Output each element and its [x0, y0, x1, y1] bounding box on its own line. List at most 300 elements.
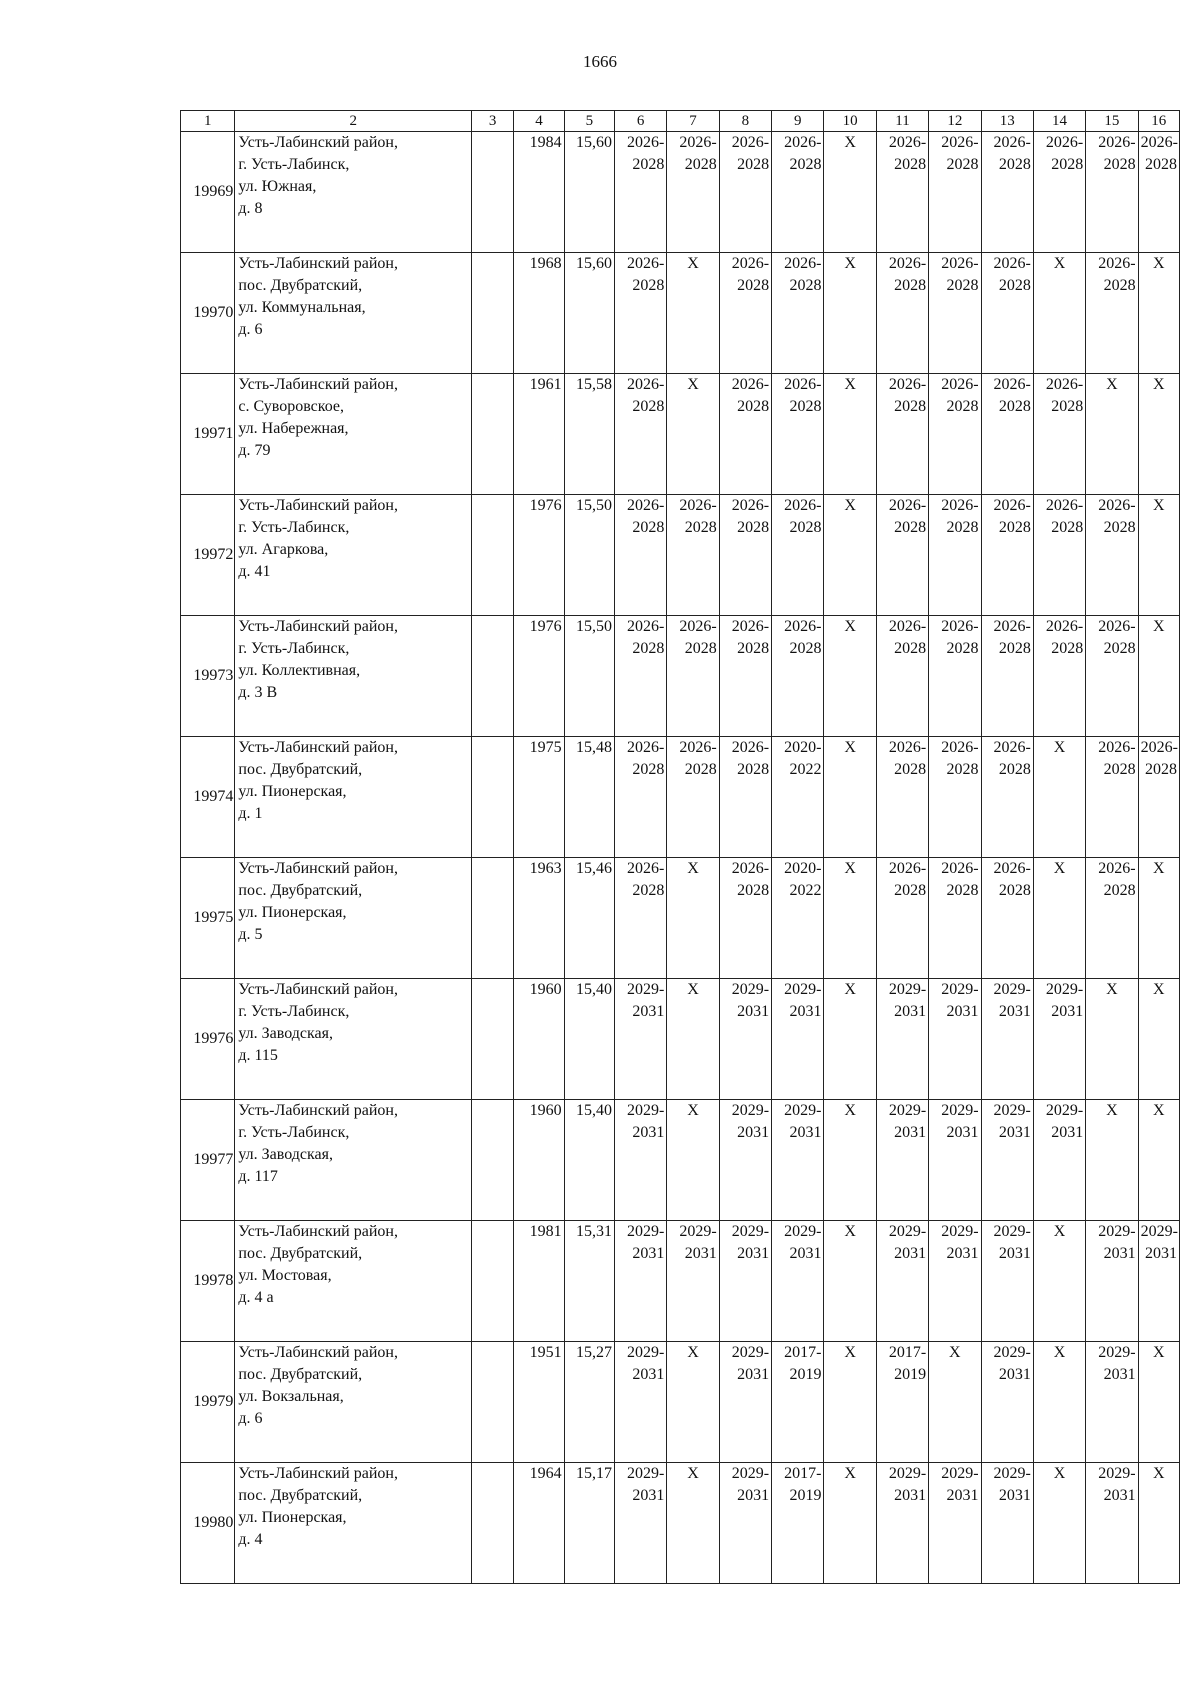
period-part: 2026-: [627, 376, 665, 393]
period-part: 2029-: [941, 1102, 979, 1119]
address-cell: [235, 1100, 472, 1221]
address-line: ул. Пионерская,: [238, 1509, 347, 1526]
period-part: 2028: [684, 761, 717, 778]
period-part: 2026-: [784, 618, 822, 635]
period-part: 2031: [998, 1487, 1031, 1504]
address-cell: [235, 1221, 472, 1342]
period-part: 2028: [946, 277, 979, 294]
column-3-cell: [472, 616, 514, 737]
address-line: д. 117: [238, 1168, 278, 1185]
period-part: 2029-: [941, 981, 979, 998]
period-part: 2028: [737, 882, 770, 899]
period-part: 2026-: [627, 860, 665, 877]
period-part: 2026-: [627, 739, 665, 756]
row-number: 19976: [181, 979, 235, 1100]
value-cell: 15,48: [564, 737, 614, 858]
period-cell-col-7: [667, 737, 719, 858]
period-part: 2028: [894, 640, 927, 657]
year-cell: 1981: [514, 1221, 564, 1342]
value-cell: 15,60: [564, 132, 614, 253]
column-3-cell: [472, 1100, 514, 1221]
period-part: 2031: [998, 1124, 1031, 1141]
column-header-2: 2: [235, 111, 472, 132]
period-cell-col-7: [667, 858, 719, 979]
row-number: 19980: [181, 1463, 235, 1584]
period-part: 2028: [946, 882, 979, 899]
address-line: пос. Двубратский,: [238, 277, 363, 294]
address-line: пос. Двубратский,: [238, 1366, 363, 1383]
period-part: 2031: [998, 1366, 1031, 1383]
table-row: [181, 616, 1180, 737]
year-cell: 1968: [514, 253, 564, 374]
not-applicable-mark: X: [1153, 255, 1165, 272]
period-cell-col-7: [667, 1463, 719, 1584]
period-part: 2029-: [1098, 1344, 1136, 1361]
column-header-12: 12: [929, 111, 981, 132]
period-cell-col-7: [667, 1342, 719, 1463]
period-cell-col-16: [1138, 374, 1179, 495]
period-part: 2031: [632, 1124, 665, 1141]
period-part: 2026-: [1098, 497, 1136, 514]
period-part: 2029-: [888, 1102, 927, 1119]
period-part: 2029-: [888, 1465, 927, 1482]
period-part: 2029-: [993, 1102, 1031, 1119]
not-applicable-mark: X: [687, 255, 699, 272]
period-part: 2028: [998, 156, 1031, 173]
period-cell-col-11: [876, 737, 928, 858]
column-header-7: 7: [667, 111, 719, 132]
not-applicable-mark: X: [1053, 739, 1066, 756]
period-part: 2026-: [731, 618, 770, 635]
period-part: 2028: [998, 640, 1031, 657]
address-line: ул. Агаркова,: [238, 541, 329, 558]
period-cell-col-6: [615, 495, 667, 616]
period-cell-col-8: [719, 1342, 771, 1463]
period-part: 2028: [894, 156, 927, 173]
not-applicable-mark: X: [1053, 255, 1066, 272]
address-line: г. Усть-Лабинск,: [238, 156, 350, 173]
address-line: Усть-Лабинский район,: [238, 255, 398, 272]
period-part: 2026-: [888, 739, 927, 756]
period-cell-col-16: [1138, 1342, 1179, 1463]
period-part: 2028: [1103, 882, 1136, 899]
period-cell-col-13: [981, 858, 1033, 979]
address-line: д. 1: [238, 805, 263, 822]
address-line: г. Усть-Лабинск,: [238, 1124, 350, 1141]
period-part: 2026-: [1045, 134, 1084, 151]
period-cell-col-14: [1033, 1342, 1085, 1463]
period-cell-col-13: [981, 616, 1033, 737]
year-cell: 1984: [514, 132, 564, 253]
table-row: [181, 737, 1180, 858]
period-part: 2029-: [993, 1344, 1031, 1361]
row-number: 19979: [181, 1342, 235, 1463]
period-part: 2029-: [784, 981, 822, 998]
period-cell-col-10: [824, 858, 876, 979]
period-part: 2029-: [1098, 1465, 1136, 1482]
value-cell: 15,46: [564, 858, 614, 979]
period-part: 2028: [737, 640, 770, 657]
column-3-cell: [472, 253, 514, 374]
period-cell-col-11: [876, 1463, 928, 1584]
period-part: 2028: [789, 156, 822, 173]
period-part: 2026-: [941, 497, 979, 514]
period-part: 2031: [1103, 1487, 1136, 1504]
period-cell-col-15: [1086, 616, 1138, 737]
period-part: 2026-: [679, 739, 717, 756]
not-applicable-mark: X: [1153, 981, 1165, 998]
period-part: 2031: [789, 1124, 822, 1141]
value-cell: 15,31: [564, 1221, 614, 1342]
header-row: [181, 111, 1180, 132]
address-line: д. 8: [238, 200, 263, 217]
period-part: 2028: [632, 519, 665, 536]
address-line: Усть-Лабинский район,: [238, 981, 398, 998]
period-cell-col-10: [824, 616, 876, 737]
period-part: 2019: [789, 1487, 822, 1504]
period-cell-col-15: [1086, 858, 1138, 979]
period-part: 2028: [894, 398, 927, 415]
address-cell: [235, 1463, 472, 1584]
period-cell-col-12: [929, 737, 981, 858]
period-cell-col-13: [981, 979, 1033, 1100]
period-part: 2031: [632, 1003, 665, 1020]
address-line: Усть-Лабинский район,: [238, 618, 398, 635]
period-cell-col-9: [772, 616, 824, 737]
not-applicable-mark: X: [844, 376, 856, 393]
value-cell: 15,40: [564, 979, 614, 1100]
period-cell-col-8: [719, 858, 771, 979]
period-part: 2031: [894, 1003, 927, 1020]
period-part: 2028: [737, 156, 770, 173]
period-part: 2028: [1103, 519, 1136, 536]
period-cell-col-7: [667, 132, 719, 253]
period-part: 2026-: [941, 376, 979, 393]
period-cell-col-16: [1138, 1221, 1179, 1342]
period-cell-col-10: [824, 1221, 876, 1342]
period-part: 2031: [894, 1245, 927, 1262]
period-part: 2026-: [941, 739, 979, 756]
period-cell-col-15: [1086, 495, 1138, 616]
period-cell-col-16: [1138, 495, 1179, 616]
period-cell-col-9: [772, 132, 824, 253]
period-cell-col-15: [1086, 132, 1138, 253]
period-part: 2031: [632, 1366, 665, 1383]
period-cell-col-16: [1138, 1100, 1179, 1221]
period-cell-col-15: [1086, 253, 1138, 374]
address-line: ул. Набережная,: [238, 420, 349, 437]
period-part: 2031: [684, 1245, 717, 1262]
period-part: 2028: [1051, 398, 1084, 415]
address-line: д. 6: [238, 321, 263, 338]
address-line: д. 4 а: [238, 1289, 274, 1306]
period-cell-col-14: [1033, 616, 1085, 737]
address-line: ул. Пионерская,: [238, 904, 347, 921]
not-applicable-mark: X: [1153, 497, 1165, 514]
column-header-16: 16: [1138, 111, 1179, 132]
period-part: 2028: [1145, 761, 1177, 778]
period-cell-col-14: [1033, 495, 1085, 616]
period-part: 2028: [894, 761, 927, 778]
period-part: 2026-: [993, 376, 1031, 393]
address-line: д. 4: [238, 1531, 263, 1548]
period-cell-col-8: [719, 1100, 771, 1221]
column-header-13: 13: [981, 111, 1033, 132]
not-applicable-mark: X: [687, 981, 699, 998]
period-part: 2028: [737, 398, 770, 415]
column-header-1: 1: [181, 111, 235, 132]
address-line: д. 79: [238, 442, 271, 459]
column-3-cell: [472, 1342, 514, 1463]
period-cell-col-16: [1138, 616, 1179, 737]
period-cell-col-12: [929, 253, 981, 374]
period-part: 2020-: [784, 860, 822, 877]
period-part: 2028: [946, 398, 979, 415]
not-applicable-mark: X: [1106, 981, 1118, 998]
period-part: 2028: [946, 519, 979, 536]
period-part: 2026-: [1045, 618, 1084, 635]
period-part: 2029-: [731, 1465, 770, 1482]
period-cell-col-6: [615, 253, 667, 374]
period-cell-col-6: [615, 374, 667, 495]
period-part: 2031: [1051, 1003, 1084, 1020]
address-line: д. 3 В: [238, 684, 278, 701]
column-3-cell: [472, 374, 514, 495]
period-cell-col-9: [772, 495, 824, 616]
period-part: 2029-: [627, 1223, 665, 1240]
not-applicable-mark: X: [844, 981, 856, 998]
not-applicable-mark: X: [1053, 860, 1066, 877]
period-cell-col-10: [824, 132, 876, 253]
period-part: 2019: [894, 1366, 927, 1383]
address-line: Усть-Лабинский район,: [238, 1102, 398, 1119]
period-cell-col-10: [824, 737, 876, 858]
period-cell-col-13: [981, 374, 1033, 495]
period-part: 2031: [894, 1124, 927, 1141]
address-line: д. 115: [238, 1047, 278, 1064]
period-cell-col-14: [1033, 1463, 1085, 1584]
row-number: 19974: [181, 737, 235, 858]
not-applicable-mark: X: [844, 739, 856, 756]
period-part: 2029-: [784, 1223, 822, 1240]
address-line: ул. Коммунальная,: [238, 299, 366, 316]
period-part: 2031: [946, 1487, 979, 1504]
period-part: 2031: [998, 1003, 1031, 1020]
period-cell-col-9: [772, 1221, 824, 1342]
period-part: 2028: [1103, 156, 1136, 173]
period-cell-col-12: [929, 1100, 981, 1221]
period-part: 2026-: [1098, 618, 1136, 635]
period-cell-col-15: [1086, 374, 1138, 495]
period-cell-col-6: [615, 1221, 667, 1342]
year-cell: 1960: [514, 979, 564, 1100]
period-part: 2029-: [993, 981, 1031, 998]
period-cell-col-10: [824, 374, 876, 495]
column-header-6: 6: [615, 111, 667, 132]
period-part: 2029-: [731, 1344, 770, 1361]
period-cell-col-14: [1033, 979, 1085, 1100]
period-part: 2029-: [784, 1102, 822, 1119]
period-cell-col-6: [615, 616, 667, 737]
period-part: 2026-: [1140, 134, 1178, 151]
not-applicable-mark: X: [844, 134, 856, 151]
period-part: 2028: [998, 398, 1031, 415]
period-cell-col-12: [929, 495, 981, 616]
period-part: 2026-: [941, 618, 979, 635]
period-part: 2026-: [1140, 739, 1178, 756]
period-cell-col-9: [772, 374, 824, 495]
not-applicable-mark: X: [844, 618, 856, 635]
period-part: 2031: [946, 1003, 979, 1020]
address-line: ул. Южная,: [238, 178, 317, 195]
period-part: 2031: [946, 1124, 979, 1141]
period-part: 2031: [737, 1124, 770, 1141]
not-applicable-mark: X: [687, 1344, 699, 1361]
not-applicable-mark: X: [1053, 1223, 1066, 1240]
not-applicable-mark: X: [1153, 1344, 1165, 1361]
address-cell: [235, 253, 472, 374]
column-3-cell: [472, 495, 514, 616]
period-part: 2029-: [941, 1223, 979, 1240]
period-part: 2031: [894, 1487, 927, 1504]
address-line: Усть-Лабинский район,: [238, 497, 398, 514]
column-header-11: 11: [876, 111, 928, 132]
not-applicable-mark: X: [1106, 1102, 1118, 1119]
period-part: 2026-: [1045, 497, 1084, 514]
address-cell: [235, 979, 472, 1100]
period-part: 2031: [737, 1366, 770, 1383]
period-part: 2028: [894, 519, 927, 536]
period-part: 2028: [737, 519, 770, 536]
period-part: 2029-: [1045, 981, 1084, 998]
table-row: [181, 1342, 1180, 1463]
period-part: 2028: [1051, 640, 1084, 657]
period-cell-col-11: [876, 495, 928, 616]
period-part: 2026-: [731, 376, 770, 393]
address-line: д. 5: [238, 926, 263, 943]
period-part: 2029-: [627, 1344, 665, 1361]
value-cell: 15,50: [564, 616, 614, 737]
year-cell: 1976: [514, 495, 564, 616]
column-header-4: 4: [514, 111, 564, 132]
period-cell-col-14: [1033, 1221, 1085, 1342]
period-cell-col-14: [1033, 858, 1085, 979]
period-part: 2026-: [888, 497, 927, 514]
period-part: 2031: [1103, 1366, 1136, 1383]
period-part: 2026-: [1098, 860, 1136, 877]
column-header-8: 8: [719, 111, 771, 132]
period-cell-col-8: [719, 495, 771, 616]
period-cell-col-9: [772, 858, 824, 979]
address-line: д. 6: [238, 1410, 263, 1427]
address-cell: [235, 132, 472, 253]
period-cell-col-10: [824, 1463, 876, 1584]
column-3-cell: [472, 1221, 514, 1342]
not-applicable-mark: X: [687, 1102, 699, 1119]
address-line: Усть-Лабинский район,: [238, 1465, 398, 1482]
address-line: ул. Мостовая,: [238, 1267, 332, 1284]
period-part: 2029-: [731, 1223, 770, 1240]
not-applicable-mark: X: [949, 1344, 961, 1361]
period-part: 2026-: [888, 376, 927, 393]
period-part: 2026-: [888, 134, 927, 151]
period-part: 2031: [632, 1487, 665, 1504]
period-part: 2026-: [941, 134, 979, 151]
period-cell-col-9: [772, 253, 824, 374]
period-cell-col-8: [719, 737, 771, 858]
period-part: 2028: [632, 640, 665, 657]
period-part: 2028: [789, 519, 822, 536]
period-part: 2031: [1051, 1124, 1084, 1141]
period-part: 2029-: [1098, 1223, 1136, 1240]
period-cell-col-11: [876, 858, 928, 979]
period-cell-col-16: [1138, 253, 1179, 374]
period-part: 2031: [737, 1487, 770, 1504]
column-header-3: 3: [472, 111, 514, 132]
period-cell-col-15: [1086, 737, 1138, 858]
period-cell-col-7: [667, 1100, 719, 1221]
period-part: 2029-: [627, 1102, 665, 1119]
period-part: 2026-: [679, 134, 717, 151]
period-part: 2017-: [784, 1344, 822, 1361]
period-part: 2028: [684, 519, 717, 536]
period-part: 2026-: [1098, 134, 1136, 151]
not-applicable-mark: X: [1153, 1465, 1165, 1482]
not-applicable-mark: X: [687, 376, 699, 393]
period-cell-col-7: [667, 616, 719, 737]
period-part: 2028: [1103, 277, 1136, 294]
period-cell-col-15: [1086, 1100, 1138, 1221]
period-part: 2026-: [993, 618, 1031, 635]
period-part: 2031: [789, 1003, 822, 1020]
period-cell-col-8: [719, 253, 771, 374]
period-part: 2028: [789, 277, 822, 294]
column-header-10: 10: [824, 111, 876, 132]
address-line: Усть-Лабинский район,: [238, 860, 398, 877]
period-part: 2028: [1145, 156, 1177, 173]
period-cell-col-11: [876, 979, 928, 1100]
period-part: 2026-: [993, 134, 1031, 151]
period-part: 2031: [1145, 1245, 1177, 1262]
period-cell-col-14: [1033, 1100, 1085, 1221]
period-part: 2026-: [1098, 739, 1136, 756]
table-row: [181, 1463, 1180, 1584]
not-applicable-mark: X: [844, 255, 856, 272]
address-line: г. Усть-Лабинск,: [238, 519, 350, 536]
table-row: [181, 1221, 1180, 1342]
period-part: 2028: [632, 882, 665, 899]
table-row: [181, 495, 1180, 616]
period-part: 2026-: [1045, 376, 1084, 393]
column-3-cell: [472, 1463, 514, 1584]
period-part: 2029-: [627, 981, 665, 998]
period-cell-col-9: [772, 1100, 824, 1221]
column-header-15: 15: [1086, 111, 1138, 132]
period-part: 2029-: [941, 1465, 979, 1482]
period-part: 2028: [789, 398, 822, 415]
period-part: 2026-: [679, 618, 717, 635]
row-number: 19978: [181, 1221, 235, 1342]
address-line: Усть-Лабинский район,: [238, 376, 398, 393]
address-line: Усть-Лабинский район,: [238, 1344, 398, 1361]
period-part: 2031: [737, 1245, 770, 1262]
period-part: 2026-: [1098, 255, 1136, 272]
period-cell-col-14: [1033, 132, 1085, 253]
period-part: 2026-: [784, 134, 822, 151]
not-applicable-mark: X: [844, 1465, 856, 1482]
address-line: ул. Заводская,: [238, 1146, 333, 1163]
period-part: 2029-: [731, 1102, 770, 1119]
